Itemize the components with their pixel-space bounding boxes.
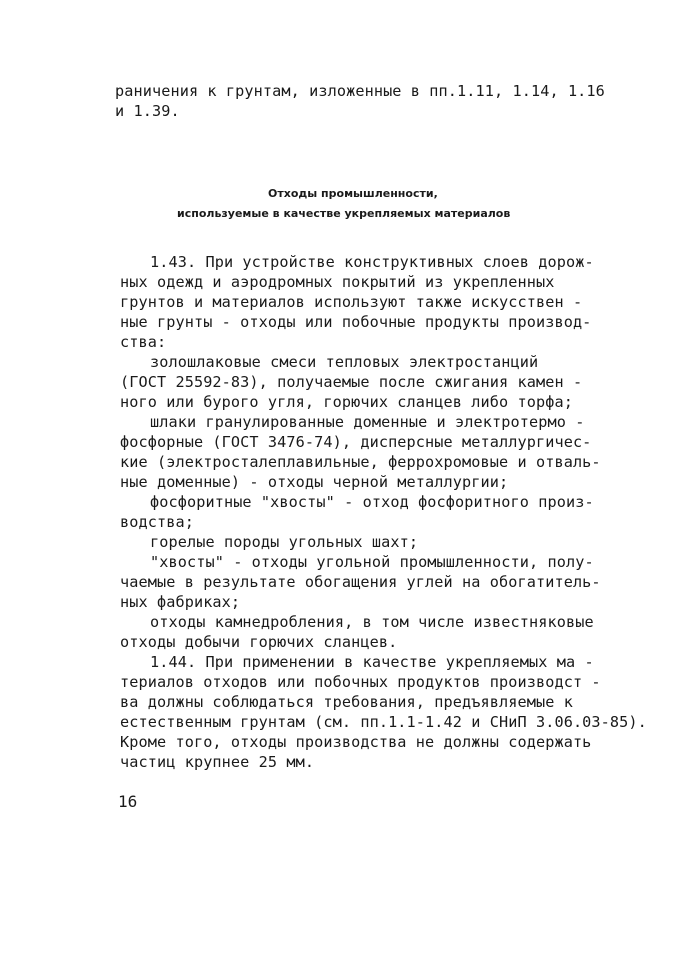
list-item-ash-line: золошлаковые смеси тепловых электростанций <box>150 353 539 371</box>
paragraph-1-44-line: Кроме того, отходы производства не должны содержать <box>120 733 592 751</box>
list-item-crushing-line: отходы добычи горючих сланцев. <box>120 633 398 651</box>
paragraph-1-44-line: естественным грунтам (см. пп.1.1-1.42 и СНиП 3.06.03-85). <box>120 713 647 731</box>
intro-line: раничения к грунтам, изложенные в пп.1.11, 1.14, 1.16 <box>115 82 605 100</box>
list-item-crushing-line: отходы камнедробления, в том числе известняковые <box>150 613 594 631</box>
page-number: 16 <box>118 792 138 811</box>
paragraph-1-44-line: ва должны соблюдаться требования, предъявляемые к <box>120 693 573 711</box>
list-item-phosphorite-line: водства; <box>120 513 194 531</box>
list-item-phosphorite-line: фосфоритные "хвосты" - отход фосфоритного произ- <box>150 493 594 511</box>
list-item-coal-tails-line: чаемые в результате обогащения углей на обогатитель- <box>120 573 601 591</box>
paragraph-1-44-line: частиц крупнее 25 мм. <box>120 753 315 771</box>
paragraph-1-44-line: 1.44. При применении в качестве укрепляемых ма - <box>150 653 594 671</box>
list-item-coal-tails-line: "хвосты" - отходы угольной промышленности, полу- <box>150 553 594 571</box>
section-heading-line-2: используемые в качестве укрепляемых материалов <box>177 207 511 220</box>
list-item-slag-line: ные доменные) - отходы черной металлургии; <box>120 473 509 491</box>
list-item-slag-line: шлаки гранулированные доменные и электротермо - <box>150 413 585 431</box>
paragraph-1-43-line: ные грунты - отходы или побочные продукты производ- <box>120 313 592 331</box>
paragraph-1-44-line: териалов отходов или побочных продуктов производст - <box>120 673 601 691</box>
intro-line: и 1.39. <box>115 102 180 120</box>
list-item-burnt-rock-line: горелые породы угольных шахт; <box>150 533 419 551</box>
list-item-slag-line: фосфорные (ГОСТ 3476-74), дисперсные металлургичес- <box>120 433 592 451</box>
list-item-ash-line: ного или бурого угля, горючих сланцев либо торфа; <box>120 393 573 411</box>
paragraph-1-43-line: грунтов и материалов используют также искусствен - <box>120 293 583 311</box>
list-item-coal-tails-line: ных фабриках; <box>120 593 241 611</box>
list-item-ash-line: (ГОСТ 25592-83), получаемые после сжигания камен - <box>120 373 583 391</box>
paragraph-1-43-line: 1.43. При устройстве конструктивных слоев дорож- <box>150 253 594 271</box>
section-heading-line-1: Отходы промышленности, <box>268 187 438 200</box>
list-item-slag-line: кие (электросталеплавильные, феррохромовые и отваль- <box>120 453 601 471</box>
paragraph-1-43-line: ства: <box>120 333 167 351</box>
paragraph-1-43-line: ных одежд и аэродромных покрытий из укрепленных <box>120 273 555 291</box>
